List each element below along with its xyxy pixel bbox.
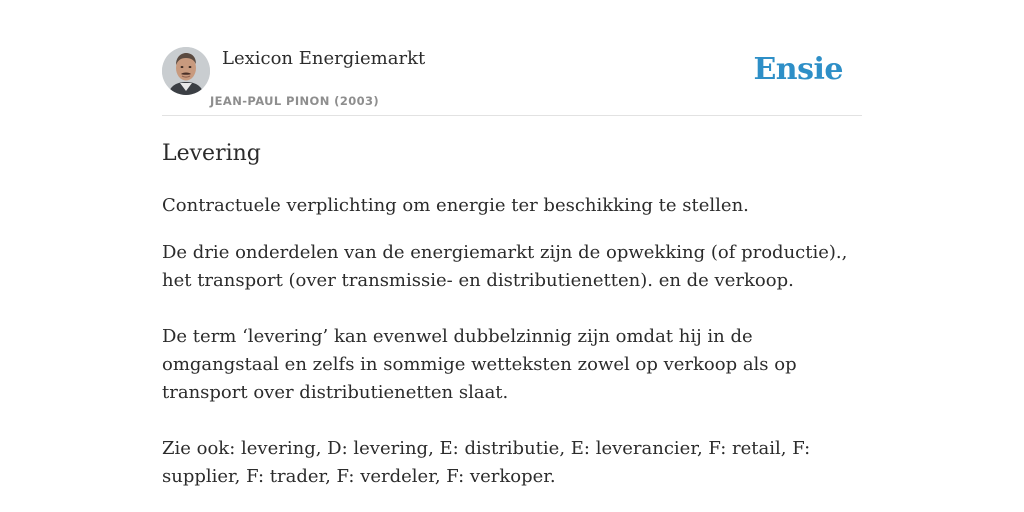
page-content xyxy=(162,44,862,487)
body-paragraph-1: De drie onderdelen van de energiemarkt zijn de opwekking (of productie)., het transport (over transmissie- en distributienetten). en de verkoop. xyxy=(162,242,848,291)
author-photo-icon xyxy=(162,47,210,95)
book-title[interactable]: Lexicon Energiemarkt xyxy=(222,48,426,69)
definition-text: Contractuele verplichting om energie ter beschikking te stellen. xyxy=(162,195,749,216)
body-paragraph-2: De term ‘levering’ kan evenwel dubbelzinnig zijn omdat hij in de omgangstaal en zelfs in sommige wetteksten zowel op verkoop als op transport over distributienetten slaat. xyxy=(162,326,797,403)
avatar[interactable] xyxy=(162,47,210,95)
header xyxy=(162,44,862,116)
see-also-paragraph: Zie ook: levering, D: levering, E: distributie, E: leverancier, F: retail, F: supplier, F: trader, F: verdeler, F: verkoper. xyxy=(162,438,811,487)
ensie-logo[interactable]: Ensie xyxy=(753,52,843,87)
author-name: JEAN-PAUL PINON (2003) xyxy=(210,94,380,108)
page-title: Levering xyxy=(162,141,261,166)
